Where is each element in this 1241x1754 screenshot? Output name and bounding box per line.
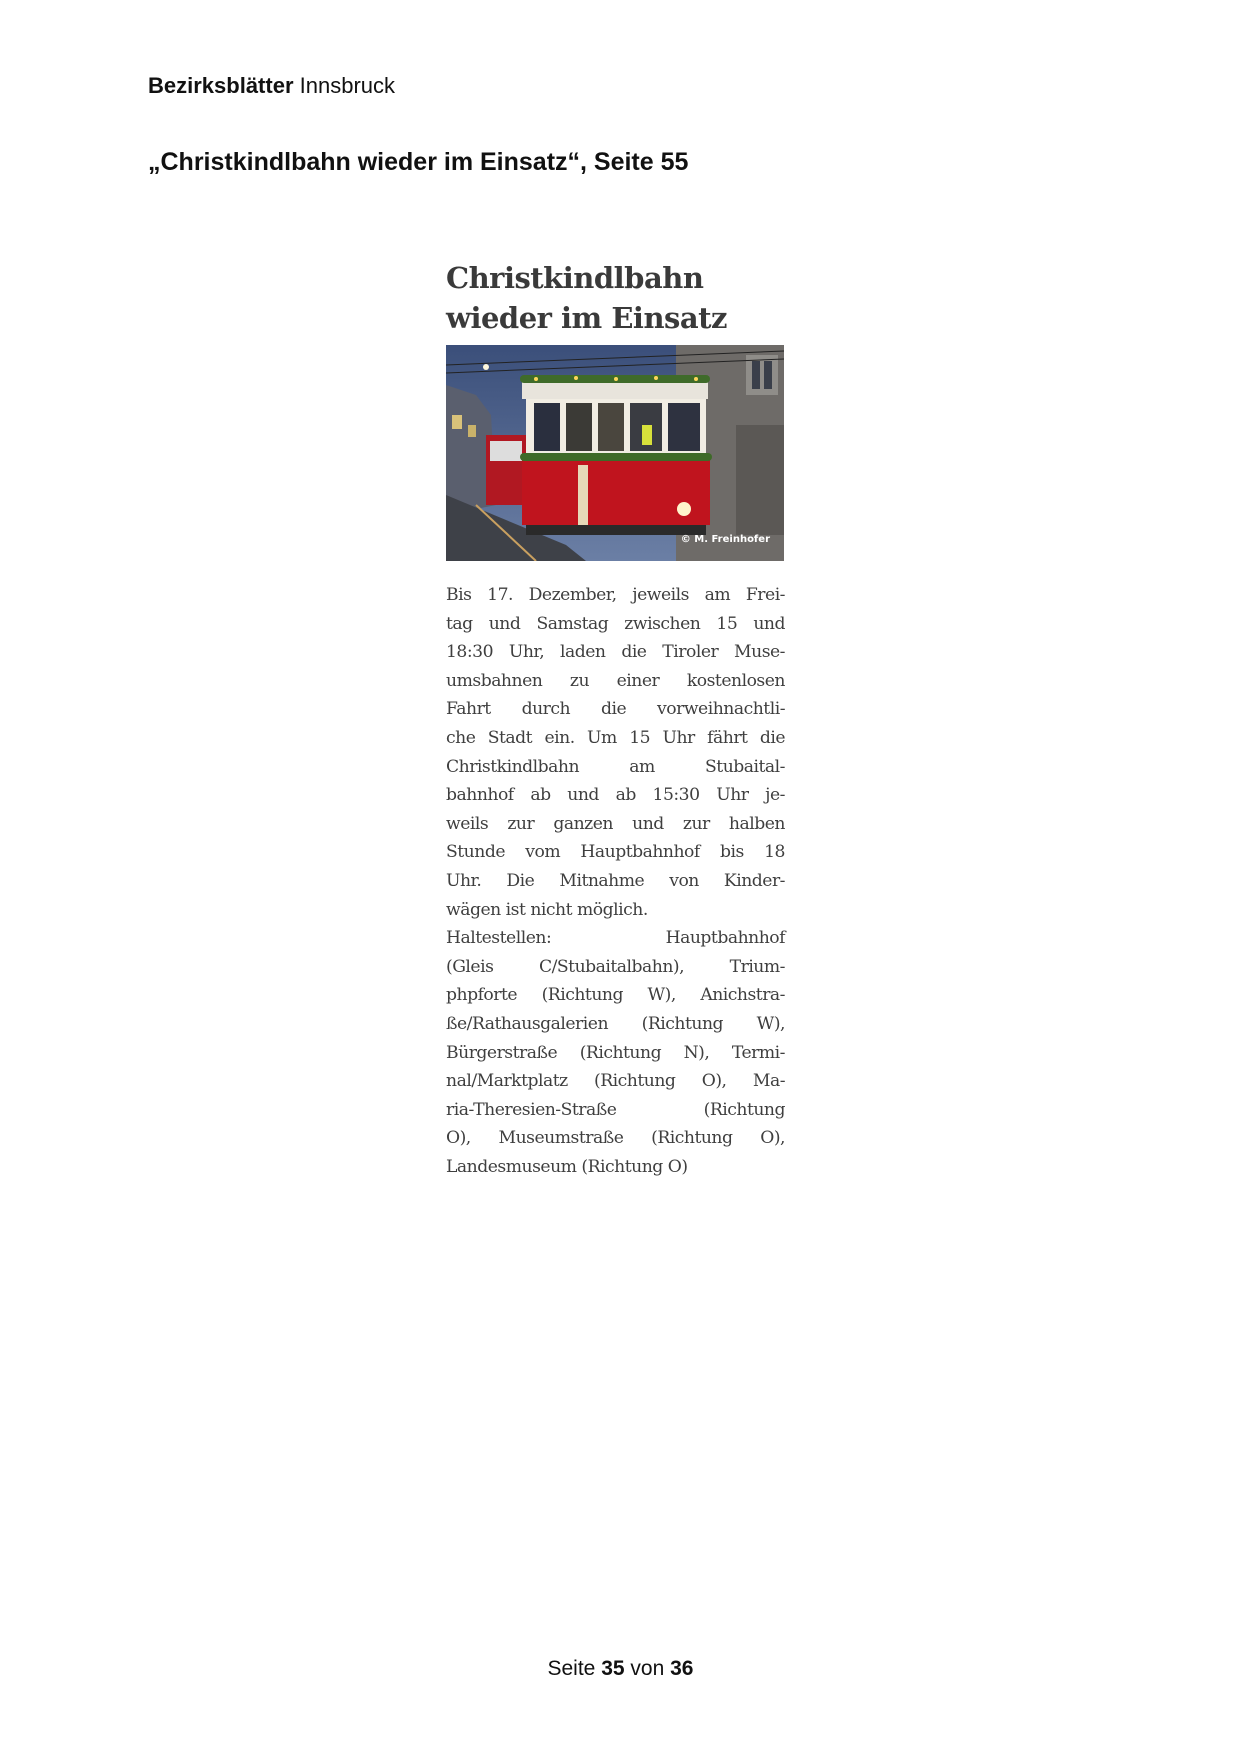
body-line: Stunde vom Hauptbahnhof bis 18 — [446, 842, 785, 863]
newspaper-clipping — [446, 258, 785, 1181]
document-title: „Christkindlbahn wieder im Einsatz“, Seite 55 — [148, 148, 689, 176]
current-page: 35 — [601, 1657, 625, 1680]
headline-line-1: Christkindlbahn — [446, 261, 704, 295]
total-pages: 36 — [670, 1657, 694, 1680]
body-line: phpforte (Richtung W), Anichstra- — [446, 985, 785, 1006]
body-line: Bis 17. Dezember, jeweils am Frei- — [446, 585, 785, 605]
page-separator: von — [630, 1657, 665, 1680]
source-line — [148, 73, 395, 99]
body-line: (Gleis C/Stubaitalbahn), Trium- — [446, 956, 785, 977]
body-line: Landesmuseum (Richtung O) — [446, 1156, 688, 1177]
body-line: Fahrt durch die vorweihnachtli- — [446, 699, 785, 720]
photo-credit: © M. Freinhofer — [680, 534, 770, 545]
body-line: ße/Rathausgalerien (Richtung W), — [446, 1013, 785, 1034]
tram-photo — [446, 345, 784, 561]
publication-name: Bezirksblätter — [148, 73, 294, 98]
page-prefix: Seite — [547, 1657, 596, 1680]
body-line: nal/Marktplatz (Richtung O), Ma- — [446, 1071, 785, 1092]
body-line: tag und Samstag zwischen 15 und — [446, 613, 785, 634]
publication-region: Innsbruck — [299, 73, 396, 98]
body-line: che Stadt ein. Um 15 Uhr fährt die — [446, 727, 785, 748]
headline-line-2: wieder im Einsatz — [446, 301, 728, 335]
tram-illustration — [446, 345, 784, 561]
body-line: bahnhof ab und ab 15:30 Uhr je- — [446, 785, 785, 806]
body-line: ria-Theresien-Straße (Richtung — [446, 1099, 785, 1120]
body-line: Christkindlbahn am Stubaital- — [446, 756, 785, 777]
body-line: Haltestellen: Hauptbahnhof — [446, 928, 785, 949]
body-line: umsbahnen zu einer kostenlosen — [446, 670, 785, 691]
body-line: Bürgerstraße (Richtung N), Termi- — [446, 1042, 785, 1063]
body-line: weils zur ganzen und zur halben — [446, 813, 785, 834]
article-body — [446, 581, 785, 1181]
body-line: wägen ist nicht möglich. — [446, 899, 648, 920]
body-line: O), Museumstraße (Richtung O), — [446, 1128, 785, 1149]
body-line: 18:30 Uhr, laden die Tiroler Muse- — [446, 642, 785, 663]
body-line: Uhr. Die Mitnahme von Kinder- — [446, 870, 785, 891]
page-number — [0, 1657, 1241, 1681]
article-headline — [446, 258, 785, 338]
